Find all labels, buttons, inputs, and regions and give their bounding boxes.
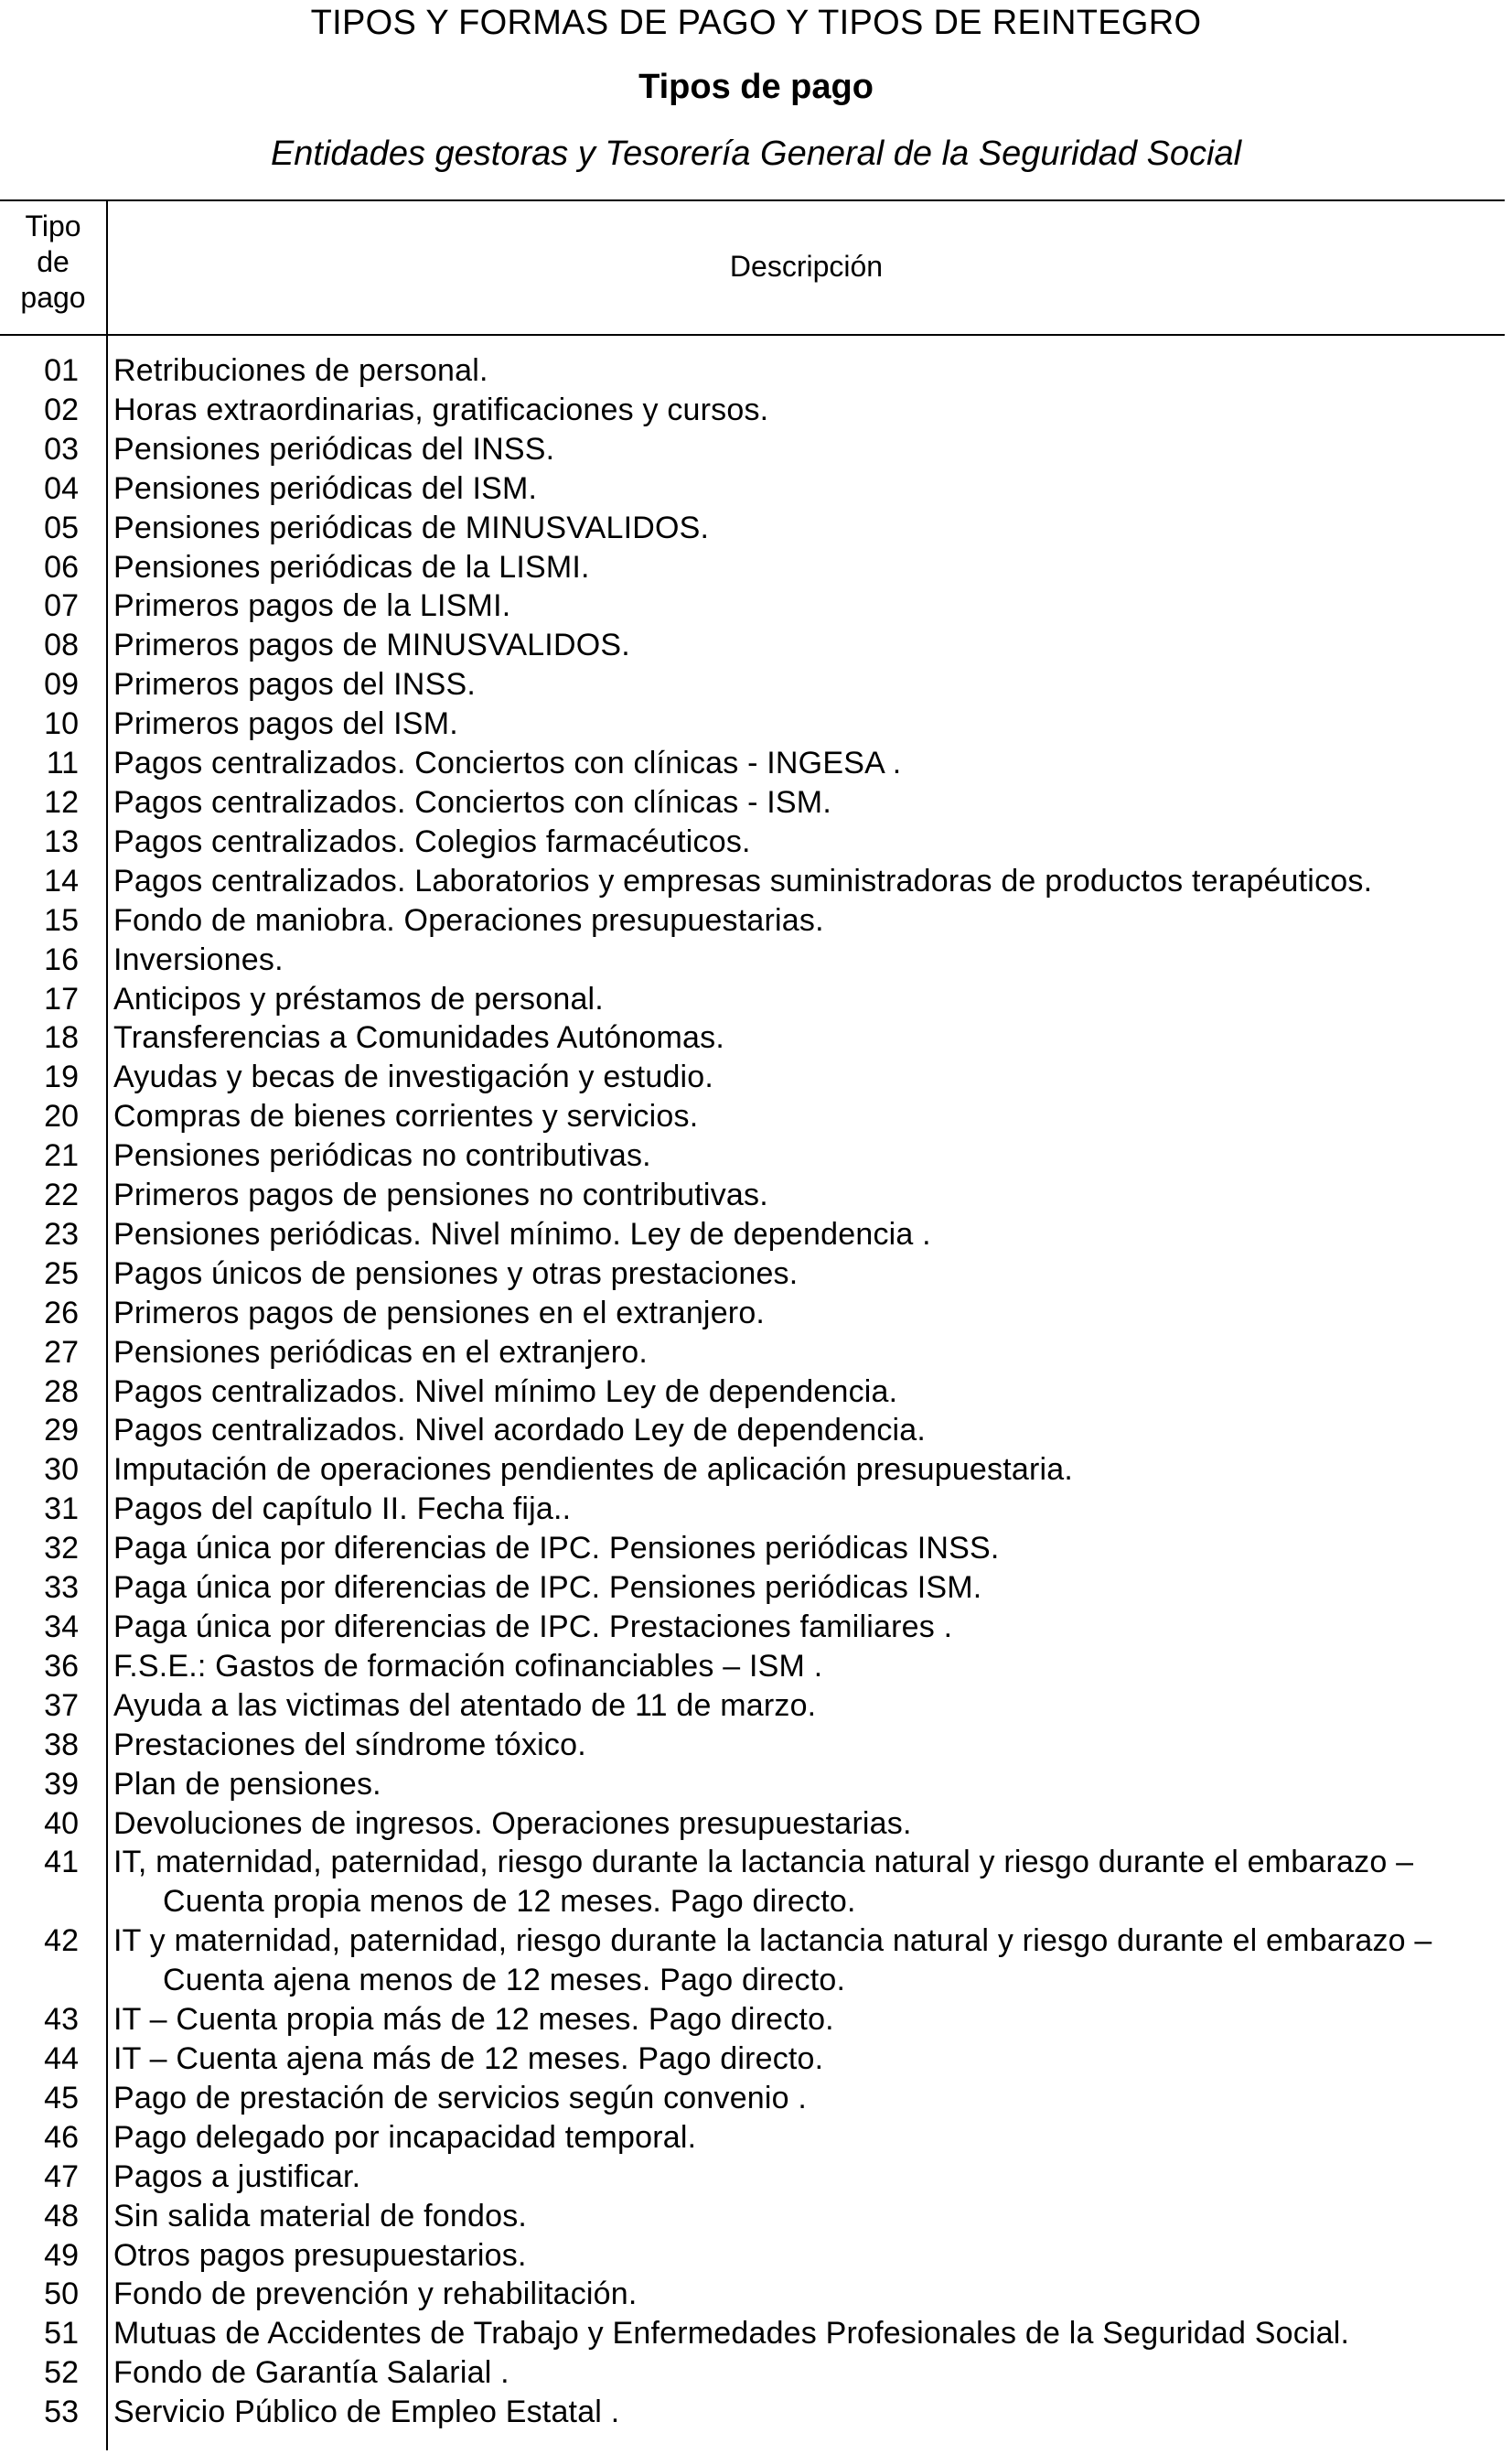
table-row — [0, 2000, 1512, 2040]
table-row — [0, 1411, 1512, 1450]
table-row — [0, 1333, 1512, 1372]
payment-type-description: Inversiones. — [113, 942, 284, 977]
payment-type-code: 31 — [44, 1491, 79, 1527]
payment-type-description: Retribuciones de personal. — [113, 353, 488, 388]
table-row — [0, 1804, 1512, 1844]
table-row — [0, 1176, 1512, 1215]
payment-type-code: 33 — [44, 1570, 79, 1606]
table-row — [0, 901, 1512, 941]
table-row — [0, 744, 1512, 783]
payment-type-description: Pagos del capítulo II. Fecha fija.. — [113, 1491, 572, 1527]
payment-type-code: 21 — [44, 1138, 79, 1174]
column-header-code-line: pago — [20, 281, 86, 314]
payment-type-code: 09 — [44, 667, 79, 703]
payment-type-code: 07 — [44, 588, 79, 624]
table-row — [0, 2275, 1512, 2314]
table-row — [0, 1568, 1512, 1608]
payment-type-description: Primeros pagos de pensiones no contributivas. — [113, 1178, 768, 1213]
payment-type-code: 17 — [44, 981, 79, 1017]
payment-type-code: 08 — [44, 628, 79, 663]
payment-type-description: Fondo de Garantía Salarial . — [113, 2355, 509, 2391]
payment-type-description: Mutuas de Accidentes de Trabajo y Enfermedades Profesionales de la Seguridad Social. — [113, 2316, 1350, 2352]
payment-type-code: 39 — [44, 1766, 79, 1802]
table-row — [0, 2353, 1512, 2393]
payment-type-description: Pagos centralizados. Laboratorios y empresas suministradoras de productos terapéuticos. — [113, 863, 1373, 899]
table-row — [0, 2393, 1512, 2432]
payment-type-code: 42 — [44, 1923, 79, 1959]
payment-type-code: 27 — [44, 1334, 79, 1370]
payment-type-description: Pago de prestación de servicios según convenio . — [113, 2080, 808, 2115]
table-row — [0, 2158, 1512, 2197]
payment-type-description: Otros pagos presupuestarios. — [113, 2237, 527, 2273]
table-row — [0, 1372, 1512, 1412]
payment-type-description: IT – Cuenta propia más de 12 meses. Pago directo. — [113, 2002, 834, 2038]
payment-type-code: 50 — [44, 2276, 79, 2312]
payment-type-code: 34 — [44, 1609, 79, 1644]
table-row — [0, 1686, 1512, 1726]
table-row — [0, 1097, 1512, 1136]
payment-type-description: Pagos centralizados. Nivel acordado Ley de dependencia. — [113, 1413, 927, 1448]
payment-type-code: 06 — [44, 549, 79, 585]
table-row — [0, 469, 1512, 509]
payment-type-description: Ayudas y becas de investigación y estudio. — [113, 1060, 714, 1095]
payment-type-description: Sin salida material de fondos. — [113, 2198, 528, 2233]
payment-type-description: Transferencias a Comunidades Autónomas. — [113, 1020, 725, 1056]
table-row — [0, 1294, 1512, 1333]
payment-type-code: 36 — [44, 1648, 79, 1684]
payment-type-code: 51 — [44, 2316, 79, 2352]
payment-type-description: Pagos únicos de pensiones y otras prestaciones. — [113, 1255, 799, 1291]
payment-type-description: Pensiones periódicas de la LISMI. — [113, 549, 590, 585]
payment-type-code: 05 — [44, 510, 79, 545]
payment-type-description: Fondo de maniobra. Operaciones presupuestarias. — [113, 902, 824, 938]
payment-type-code: 16 — [44, 942, 79, 977]
table-row — [0, 430, 1512, 469]
table-body — [0, 351, 1512, 2432]
payment-type-code: 23 — [44, 1216, 79, 1252]
table-header-rule — [0, 334, 1505, 336]
payment-type-description: Paga única por diferencias de IPC. Pensiones periódicas ISM. — [113, 1570, 982, 1606]
table-row — [0, 1765, 1512, 1804]
payment-type-code: 28 — [44, 1373, 79, 1409]
table-row — [0, 2236, 1512, 2276]
table-row — [0, 1450, 1512, 1490]
document-title: TIPOS Y FORMAS DE PAGO Y TIPOS DE REINTEGRO — [310, 4, 1202, 42]
payment-type-code: 26 — [44, 1295, 79, 1330]
column-header-code-line: Tipo — [25, 210, 81, 242]
payment-type-code: 22 — [44, 1178, 79, 1213]
payment-type-description: Servicio Público de Empleo Estatal . — [113, 2395, 620, 2430]
payment-type-description: Pagos centralizados. Colegios farmacéuticos. — [113, 823, 751, 859]
table-row — [0, 2079, 1512, 2118]
payment-type-code: 30 — [44, 1452, 79, 1488]
payment-type-description: Pensiones periódicas en el extranjero. — [113, 1334, 649, 1370]
table-row — [0, 1843, 1512, 1921]
payment-type-description: Horas extraordinarias, gratificaciones y cursos. — [113, 392, 769, 427]
payment-type-code: 15 — [44, 902, 79, 938]
column-header-code — [0, 209, 106, 316]
payment-type-code: 45 — [44, 2080, 79, 2115]
payment-type-code: 48 — [44, 2198, 79, 2233]
table-row — [0, 587, 1512, 626]
payment-type-description: Pago delegado por incapacidad temporal. — [113, 2119, 697, 2155]
payment-type-description: Pagos centralizados. Nivel mínimo Ley de dependencia. — [113, 1373, 898, 1409]
payment-type-description: Primeros pagos del INSS. — [113, 667, 476, 703]
payment-type-code: 14 — [44, 863, 79, 899]
payment-type-description: Prestaciones del síndrome tóxico. — [113, 1727, 586, 1762]
table-row — [0, 1018, 1512, 1058]
payment-type-code: 40 — [44, 1805, 79, 1841]
table-row — [0, 2197, 1512, 2236]
payment-type-description: Devoluciones de ingresos. Operaciones presupuestarias. — [113, 1805, 912, 1841]
payment-type-description: Primeros pagos del ISM. — [113, 706, 458, 742]
payment-type-description: Imputación de operaciones pendientes de aplicación presupuestaria. — [113, 1452, 1074, 1488]
payment-type-code: 01 — [44, 353, 79, 388]
payment-type-code: 13 — [44, 823, 79, 859]
payment-type-code: 18 — [44, 1020, 79, 1056]
payment-type-description: Pensiones periódicas del INSS. — [113, 431, 555, 467]
table-row — [0, 705, 1512, 744]
payment-type-code: 29 — [44, 1413, 79, 1448]
payment-type-code: 47 — [44, 2158, 79, 2194]
payment-type-code: 53 — [44, 2395, 79, 2430]
table-row — [0, 862, 1512, 901]
payment-type-code: 20 — [44, 1099, 79, 1135]
payment-type-description: Compras de bienes corrientes y servicios. — [113, 1099, 699, 1135]
payment-type-description: Plan de pensiones. — [113, 1766, 381, 1802]
payment-type-description: Pagos a justificar. — [113, 2158, 361, 2194]
table-row — [0, 626, 1512, 665]
table-row — [0, 509, 1512, 548]
payment-type-description: IT – Cuenta ajena más de 12 meses. Pago directo. — [113, 2040, 824, 2076]
table-row — [0, 2314, 1512, 2353]
table-row — [0, 1647, 1512, 1686]
payment-type-code: 12 — [44, 784, 79, 820]
table-row — [0, 823, 1512, 862]
payment-type-code: 19 — [44, 1060, 79, 1095]
payment-type-code: 04 — [44, 470, 79, 506]
payment-type-description: IT, maternidad, paternidad, riesgo durante la lactancia natural y riesgo durante el embarazo – Cuenta propia menos de 12 meses. Pago directo. — [113, 1845, 1414, 1920]
column-header-code-line: de — [37, 245, 70, 278]
payment-type-description: Pagos centralizados. Conciertos con clínicas - ISM. — [113, 784, 831, 820]
table-row — [0, 1726, 1512, 1765]
payment-type-description: Pagos centralizados. Conciertos con clínicas - INGESA . — [113, 746, 902, 781]
section-subtitle: Entidades gestoras y Tesorería General de la Seguridad Social — [270, 135, 1242, 173]
table-row — [0, 1058, 1512, 1097]
payment-type-code: 43 — [44, 2002, 79, 2038]
payment-type-code: 02 — [44, 392, 79, 427]
payment-type-code: 32 — [44, 1531, 79, 1566]
payment-type-description: Primeros pagos de MINUSVALIDOS. — [113, 628, 630, 663]
payment-type-description: F.S.E.: Gastos de formación cofinanciables – ISM . — [113, 1648, 823, 1684]
payment-type-description: Pensiones periódicas del ISM. — [113, 470, 538, 506]
payment-type-description: Pensiones periódicas. Nivel mínimo. Ley de dependencia . — [113, 1216, 931, 1252]
payment-type-code: 44 — [44, 2040, 79, 2076]
payment-type-description: Paga única por diferencias de IPC. Pensiones periódicas INSS. — [113, 1531, 1000, 1566]
table-row — [0, 1490, 1512, 1529]
payment-type-description: Paga única por diferencias de IPC. Prestaciones familiares . — [113, 1609, 953, 1644]
payment-type-description: Primeros pagos de pensiones en el extranjero. — [113, 1295, 766, 1330]
table-row — [0, 2118, 1512, 2158]
payment-type-description: Ayuda a las victimas del atentado de 11 de marzo. — [113, 1687, 817, 1723]
table-row — [0, 783, 1512, 823]
column-header-description: Descripción — [729, 250, 884, 283]
payment-type-code: 38 — [44, 1727, 79, 1762]
table-row — [0, 351, 1512, 391]
payment-type-code: 46 — [44, 2119, 79, 2155]
table-row — [0, 1136, 1512, 1176]
payment-type-description: Pensiones periódicas de MINUSVALIDOS. — [113, 510, 710, 545]
payment-type-code: 10 — [44, 706, 79, 742]
payment-type-code: 25 — [44, 1255, 79, 1291]
table-row — [0, 2040, 1512, 2079]
payment-type-code: 41 — [44, 1845, 79, 1880]
table-row — [0, 548, 1512, 587]
payment-type-description: IT y maternidad, paternidad, riesgo durante la lactancia natural y riesgo durante el embarazo – Cuenta ajena menos de 12 meses. Pago directo. — [113, 1923, 1432, 1998]
table-row — [0, 980, 1512, 1019]
table-row — [0, 941, 1512, 980]
table-row — [0, 1608, 1512, 1647]
payment-type-code: 37 — [44, 1687, 79, 1723]
payment-type-description: Fondo de prevención y rehabilitación. — [113, 2276, 638, 2312]
table-row — [0, 391, 1512, 430]
payment-type-code: 03 — [44, 431, 79, 467]
payment-type-code: 49 — [44, 2237, 79, 2273]
payment-type-code: 11 — [46, 746, 79, 781]
payment-type-code: 52 — [44, 2355, 79, 2391]
table-row — [0, 665, 1512, 705]
payment-type-description: Pensiones periódicas no contributivas. — [113, 1138, 651, 1174]
table-row — [0, 1921, 1512, 2000]
table-row — [0, 1529, 1512, 1568]
payment-type-description: Anticipos y préstamos de personal. — [113, 981, 604, 1017]
section-title: Tipos de pago — [638, 68, 874, 106]
table-row — [0, 1215, 1512, 1254]
table-top-rule — [0, 199, 1505, 201]
payment-type-description: Primeros pagos de la LISMI. — [113, 588, 511, 624]
table-row — [0, 1254, 1512, 1294]
